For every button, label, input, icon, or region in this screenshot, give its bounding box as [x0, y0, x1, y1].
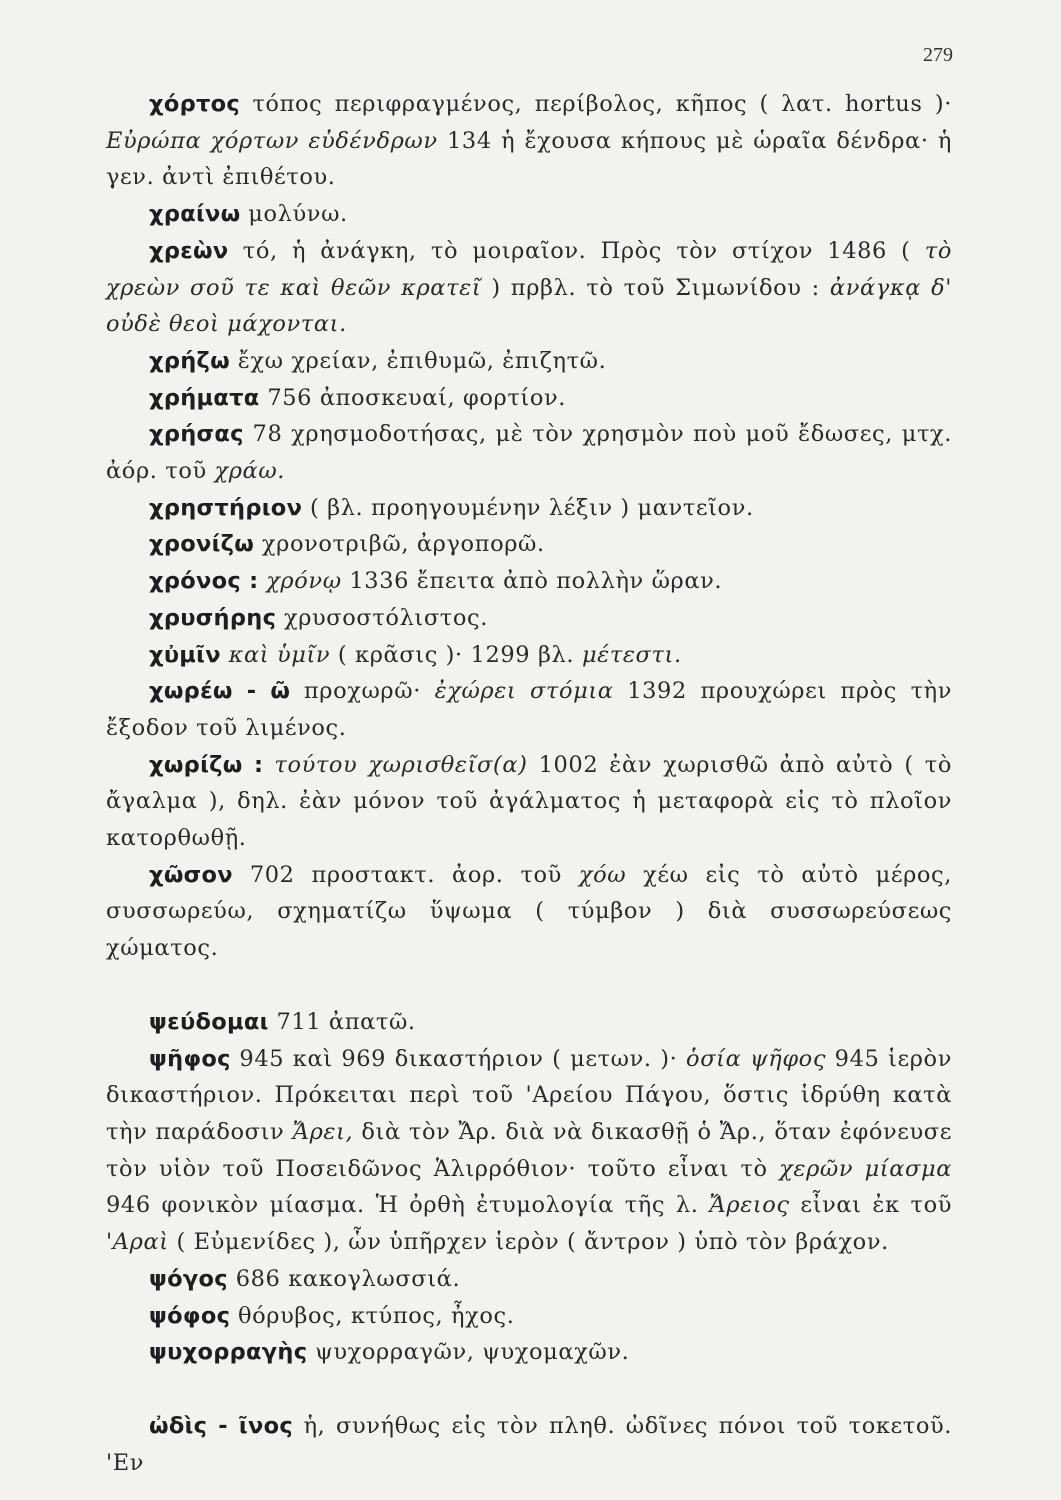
entry-definition: [106, 1046, 952, 1256]
italic-quote: Εὐρώπα χόρτων εὐδένδρων: [106, 127, 438, 154]
definition-text: 756 ἀποσκευαί, φορτίον.: [259, 384, 567, 411]
definition-text: ἡ, συνήθως εἰς τὸν πληθ. ὠδῖνες πόνοι τοῦ τοκετοῦ. 'Εν: [106, 1412, 952, 1476]
definition-text: ἔχω χρείαν, ἐπιθυμῶ, ἐπιζητῶ.: [230, 347, 607, 374]
definition-text: [221, 642, 229, 668]
definition-text: θόρυβος, κτύπος, ἦχος.: [230, 1302, 515, 1329]
definition-text: ( κρᾶσις )· 1299 βλ.: [330, 641, 582, 668]
glossary-entry: [106, 416, 952, 489]
italic-quote: ὁσία ψῆφος: [686, 1045, 827, 1072]
entry-definition: [221, 642, 682, 668]
definition-text: τό, ἡ ἀνάγκη, τὸ μοιραῖον. Πρὸς τὸν στίχον 1486 (: [228, 237, 925, 264]
entry-headword: ψεύδομαι: [149, 1008, 269, 1035]
definition-text: ) πρβλ. τὸ τοῦ Σιμωνίδου :: [481, 274, 830, 301]
definition-text: 1392 προυχώρει πρὸς τὴν ἔξοδον τοῦ λιμένος.: [106, 678, 953, 741]
definition-text: 78 χρησμοδοτήσας, μὲ τὸν χρησμὸν ποὺ μοῦ ἔδωσες, μτχ. ἀόρ. τοῦ: [106, 421, 952, 485]
glossary-entry: [106, 196, 952, 233]
italic-quote: ἐχώρει στόμια: [434, 678, 614, 705]
definition-text: ( βλ. προηγουμένην λέξιν ) μαντεῖον.: [302, 494, 754, 521]
glossary-entry: [106, 233, 952, 343]
definition-text: [263, 752, 274, 778]
definition-text: προχωρῶ·: [290, 678, 435, 705]
glossary-entry: [106, 1041, 952, 1261]
entry-headword: χὐμῖν: [149, 641, 221, 668]
entry-headword: ψῆφος: [149, 1045, 231, 1072]
entry-headword: χῶσον: [149, 861, 233, 888]
definition-text: 702 προστακτ. ἀορ. τοῦ: [232, 861, 579, 888]
italic-quote: Ἄρειος: [709, 1192, 790, 1219]
entry-headword: χρυσήρης: [149, 604, 277, 631]
glossary-entries: [106, 86, 952, 1481]
definition-text: χέω εἰς τὸ αὐτὸ μέρος, συσσωρεύω, σχηματίζω ὕψωμα ( τύμβον ) διὰ συσσωρεύσεως χώματος.: [106, 861, 952, 962]
entry-headword: χρήζω: [149, 347, 230, 374]
definition-text: διὰ τὸν Ἄρ. διὰ νὰ δικασθῇ ὁ Ἄρ., ὅταν ἐφόνευσε τὸν υἱὸν τοῦ Ποσειδῶνος Ἁλιρρόθιον· τοῦτο εἶναι τὸ: [106, 1118, 952, 1182]
glossary-entry: [106, 600, 952, 637]
glossary-entry: [106, 747, 952, 857]
glossary-entry: [106, 1261, 952, 1298]
definition-text: 711 ἀπατῶ.: [268, 1008, 416, 1035]
italic-quote: ἀνάγκᾳ δ' οὐδὲ θεοὶ μάχονται.: [106, 274, 953, 338]
italic-quote: χρόνῳ: [266, 568, 342, 595]
entry-headword: ὠδὶς - ῖνος: [149, 1412, 293, 1439]
entry-headword: χωρίζω :: [149, 751, 264, 778]
italic-quote: 'Αραὶ: [106, 1229, 169, 1256]
glossary-entry: [106, 490, 952, 527]
definition-text: 686 κακογλωσσιά.: [227, 1265, 461, 1292]
entry-definition: [307, 1339, 629, 1365]
entry-definition: [276, 605, 488, 631]
entry-headword: χραίνω: [149, 201, 241, 228]
entry-definition: [269, 1009, 416, 1035]
definition-text: 945 καὶ 969 δικαστήριον ( μετων. )·: [230, 1045, 687, 1072]
entry-definition: [260, 385, 566, 411]
entry-headword: χρηστήριον: [149, 494, 303, 521]
definition-text: 134 ἡ ἔχουσα κήπους μὲ ὡραῖα δένδρα· ἡ γεν. ἀντὶ ἐπιθέτου.: [106, 127, 952, 191]
entry-headword: χρεὼν: [149, 237, 229, 264]
glossary-entry: [106, 343, 952, 380]
glossary-entry: [106, 1408, 952, 1481]
glossary-entry: [106, 526, 952, 563]
definition-text: χρυσοστόλιστος.: [276, 604, 488, 631]
italic-quote: καὶ ὑμῖν: [228, 641, 331, 668]
entry-definition: [241, 201, 348, 227]
entry-headword: χόρτος: [149, 91, 241, 117]
entry-definition: [106, 862, 952, 961]
entry-definition: [302, 495, 754, 521]
definition-text: χρονοτριβῶ, ἀργοπορῶ.: [254, 531, 545, 558]
glossary-entry: [106, 1334, 952, 1371]
entry-headword: χρόνος :: [149, 568, 259, 595]
entry-headword: ψόγος: [149, 1265, 228, 1292]
italic-quote: μέτεστι.: [581, 641, 682, 668]
italic-quote: Ἄρει,: [292, 1118, 354, 1145]
definition-text: ( Εὐμενίδες ), ὧν ὑπῆρχεν ἱερὸν ( ἄντρον ) ὑπὸ τὸν βράχον.: [168, 1229, 889, 1256]
entry-headword: χρήσας: [149, 421, 244, 448]
entry-headword: χωρέω - ῶ: [149, 678, 291, 705]
entry-definition: [106, 238, 952, 337]
glossary-entry: [106, 1004, 952, 1041]
entry-headword: χρονίζω: [149, 531, 255, 558]
page-number: 279: [923, 44, 953, 66]
glossary-entry: [106, 86, 952, 196]
definition-text: μολύνω.: [240, 201, 348, 228]
glossary-entry: [106, 380, 952, 417]
italic-quote: τούτου χωρισθεῖσ(α): [274, 751, 528, 778]
definition-text: 946 φονικὸν μίασμα. Ἡ ὀρθὴ ἐτυμολογία τῆς λ.: [106, 1192, 710, 1219]
entry-definition: [230, 348, 606, 374]
glossary-entry: [106, 1298, 952, 1335]
entry-headword: ψόφος: [149, 1302, 231, 1329]
entry-definition: [230, 1303, 514, 1329]
definition-text: τόπος περιφραγμένος, περίβολος, κῆπος ( λατ. hortus )·: [240, 91, 952, 117]
definition-text: 945 ἱερὸν δικαστήριον. Πρόκειται περὶ τοῦ 'Αρείου Πάγου, ὅστις ἱδρύθη κατὰ τὴν παράδοσιν: [106, 1045, 952, 1145]
glossary-entry: [106, 563, 952, 600]
entry-headword: ψυχορραγὴς: [149, 1339, 308, 1366]
glossary-entry: [106, 637, 952, 674]
definition-text: εἶναι ἐκ τοῦ: [789, 1192, 952, 1219]
glossary-entry: [106, 673, 952, 746]
entry-definition: [258, 568, 722, 594]
italic-quote: χερῶν μίασμα: [779, 1155, 952, 1182]
italic-quote: χράω.: [214, 458, 286, 485]
definition-text: 1336 ἔπειτα ἀπὸ πολλὴν ὥραν.: [341, 568, 723, 595]
definition-text: 1002 ἐὰν χωρισθῶ ἀπὸ αὐτὸ ( τὸ ἄγαλμα ), δηλ. ἐὰν μόνον τοῦ ἀγάλματος ἡ μεταφορὰ εἰς τὸ πλοῖον κατορθωθῇ.: [106, 751, 952, 852]
entry-definition: [254, 531, 545, 557]
glossary-entry: [106, 857, 952, 967]
definition-text: ψυχορραγῶν, ψυχομαχῶν.: [307, 1339, 630, 1366]
entry-headword: χρήματα: [149, 384, 260, 411]
italic-quote: τὸ χρεὼν σοῦ τε καὶ θεῶν κρατεῖ: [106, 237, 952, 301]
entry-definition: [228, 1266, 460, 1292]
italic-quote: χόω: [578, 861, 627, 888]
